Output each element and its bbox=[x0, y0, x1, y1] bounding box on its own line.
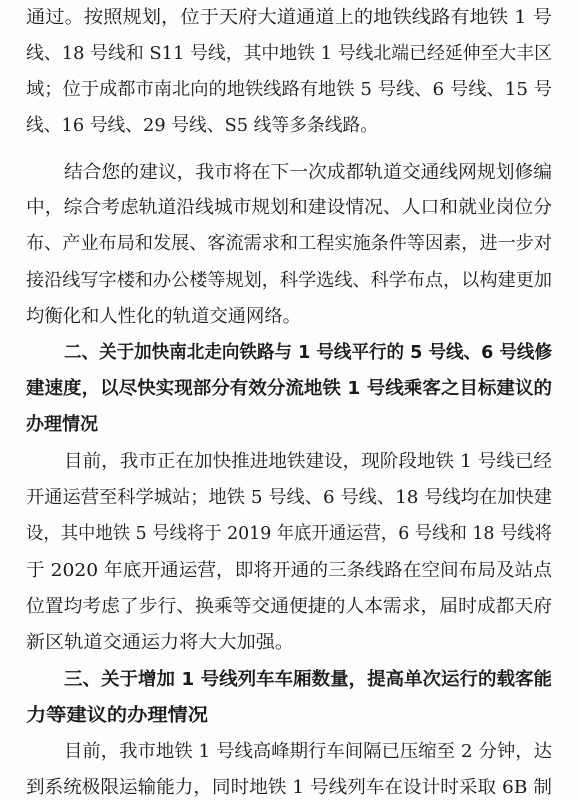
section-heading-line bbox=[0, 408, 578, 442]
text-line bbox=[0, 445, 578, 479]
section-heading-line bbox=[0, 663, 578, 697]
section-heading-line bbox=[0, 699, 578, 733]
line-text: 目前，我市正在加快推进地铁建设，现阶段地铁 1 号线已经 bbox=[64, 451, 552, 472]
text-line bbox=[0, 191, 578, 225]
line-text: 位置均考虑了步行、换乘等交通便捷的人本需求，届时成都天府 bbox=[26, 596, 552, 617]
text-line bbox=[0, 156, 578, 190]
line-text: 设，其中地铁 5 号线将于 2019 年底开通运营，6 号线和 18 号线将 bbox=[26, 523, 552, 544]
text-line bbox=[0, 481, 578, 515]
heading-text: 力等建议的办理情况 bbox=[26, 705, 208, 726]
line-text: 到系统极限运输能力，同时地铁 1 号线列车在设计时采取 6B 制 bbox=[26, 777, 552, 798]
text-line bbox=[0, 264, 578, 298]
text-line bbox=[0, 37, 578, 71]
heading-text: 三、关于增加 1 号线列车车厢数量，提高单次运行的载客能 bbox=[64, 669, 552, 690]
line-text: 开通运营至科学城站；地铁 5 号线、6 号线、18 号线均在加快建 bbox=[26, 487, 552, 508]
text-line bbox=[0, 1, 578, 35]
heading-text: 建速度，以尽快实现部分有效分流地铁 1 号线乘客之目标建议的 bbox=[26, 378, 552, 399]
line-text: 新区轨道交通运力将大大加强。 bbox=[26, 632, 294, 653]
section-heading-line bbox=[0, 336, 578, 370]
line-text: 通过。按照规划，位于天府大道通道上的地铁线路有地铁 1 号 bbox=[26, 7, 552, 28]
line-text: 域；位于成都市南北向的地铁线路有地铁 5 号线、6 号线、15 号 bbox=[26, 79, 552, 100]
line-text: 中，综合考虑轨道沿线城市规划和建设情况、人口和就业岗位分 bbox=[26, 197, 552, 218]
text-line bbox=[0, 554, 578, 588]
line-text: 布、产业布局和发展、客流需求和工程实施条件等因素，进一步对 bbox=[26, 233, 552, 254]
line-text: 结合您的建议，我市将在下一次成都轨道交通线网规划修编 bbox=[64, 162, 552, 183]
line-text: 线、18 号线和 S11 号线，其中地铁 1 号线北端已经延伸至大丰区 bbox=[26, 43, 552, 64]
section-heading-line bbox=[0, 372, 578, 406]
text-line bbox=[0, 735, 578, 769]
text-line bbox=[0, 590, 578, 624]
text-line bbox=[0, 109, 578, 143]
heading-text: 办理情况 bbox=[26, 414, 98, 435]
heading-text: 二、关于加快南北走向铁路与 1 号线平行的 5 号线、6 号线修 bbox=[64, 342, 552, 363]
line-text: 线、16 号线、29 号线、S5 线等多条线路。 bbox=[26, 115, 378, 136]
line-text: 均衡化和人性化的轨道交通网络。 bbox=[26, 306, 301, 327]
line-text: 于 2020 年底开通运营，即将开通的三条线路在空间布局及站点 bbox=[26, 560, 552, 581]
text-line bbox=[0, 626, 578, 660]
text-line bbox=[0, 73, 578, 107]
text-line bbox=[0, 517, 578, 551]
text-line bbox=[0, 300, 578, 334]
line-text: 目前，我市地铁 1 号线高峰期行车间隔已压缩至 2 分钟，达 bbox=[64, 741, 552, 762]
text-line bbox=[0, 227, 578, 261]
line-text: 接沿线写字楼和办公楼等规划，科学选线、科学布点，以构建更加 bbox=[26, 270, 552, 291]
